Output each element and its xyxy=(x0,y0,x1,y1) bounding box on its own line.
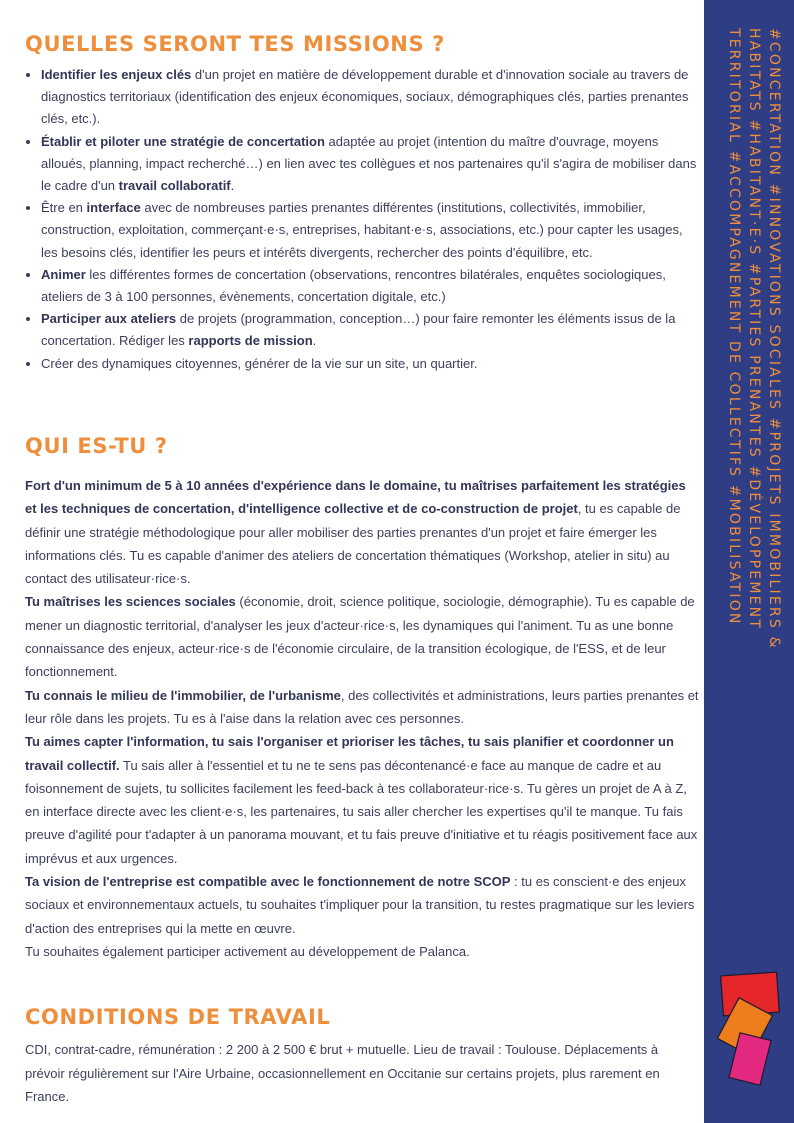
mission-text: de projets (programmation, conception…) pour faire remonter les éléments issus de la concertation. Rédiger les xyxy=(41,311,676,349)
list-item xyxy=(41,264,697,308)
profile-paragraph xyxy=(25,870,699,940)
mission-keyword: Identifier les enjeux clés xyxy=(41,67,192,82)
profile-text: , des collectivités et administrations, leurs parties prenantes et leur rôle dans les projets. Tu es à l'aise dans la relation avec ces personnes. xyxy=(25,687,699,726)
profile-paragraph: Tu souhaites également participer activement au développement de Palanca. xyxy=(25,943,470,959)
mission-text: Être en xyxy=(41,200,87,216)
mission-keyword: Participer aux ateliers xyxy=(41,311,177,327)
missions-heading: QUELLES SERONT TES MISSIONS ? xyxy=(25,32,445,56)
list-item xyxy=(41,131,697,198)
mission-text: les différentes formes de concertation (observations, rencontres bilatérales, enquêtes sociologiques, ateliers de 3 à 100 personnes, évènements, concertation digitale, etc.) xyxy=(41,266,666,305)
mission-text: d'un projet en matière de développement durable et d'innovation sociale au travers de diagnostics territoriaux (identification des enjeux économiques, sociaux, démographiques clés, parties prenantes clés, etc.). xyxy=(41,67,689,127)
list-item xyxy=(41,64,697,131)
list-item xyxy=(41,197,697,264)
mission-text: . xyxy=(230,178,235,194)
profile-paragraph xyxy=(25,730,699,870)
palanca-logo-icon xyxy=(714,968,792,1094)
mission-text: Créer des dynamiques citoyennes, générer de la vie sur un site, un quartier. xyxy=(41,355,478,371)
profile-body xyxy=(25,474,699,963)
mission-text: . xyxy=(312,333,317,349)
profile-emphasis: Tu aimes capter l'information, tu sais l'organiser et prioriser les tâches, tu sais planifier et coordonner un travail collectif. xyxy=(25,734,674,773)
profile-heading: QUI ES-TU ? xyxy=(25,434,168,458)
profile-text: , tu es capable de définir une stratégie méthodologique pour aller mobiliser des parties prenantes d'un projet et faire émerger les informations clés. Tu es capable d'animer des ateliers de concertation thématiques (Workshop, atelier in situ) au contact des utilisateur·rice·s. xyxy=(25,501,681,587)
missions-list xyxy=(25,64,697,375)
profile-paragraph xyxy=(25,474,699,590)
mission-keyword: Établir et piloter une stratégie de concertation xyxy=(41,133,325,149)
mission-text: avec de nombreuses parties prenantes différentes (institutions, collectivités, immobilier, construction, exploitation, commerçant·e·s, entreprises, habitant·e·s, associations, etc.) pour capter les usages, les besoins clés, identifier les peurs et intérêts divergents, rechercher des points d'équilibre, etc. xyxy=(41,200,683,260)
mission-keyword: interface xyxy=(86,200,141,216)
hashtags-text: #CONCERTATION #INNOVATIONS SOCIALES #PROJETS IMMOBILIERS & HABITATS #HABITANT·E·S #PARTIES PRENANTES #DÉVELOPPEMENT TERRITORIAL #ACCOMPAGNEMENT DE COLLECTIFS #MOBILISATION xyxy=(726,28,782,650)
list-item xyxy=(41,308,697,352)
profile-text: Tu sais aller à l'essentiel et tu ne te sens pas décontenancé·e face au manque de cadre et au foisonnement de sujets, tu sollicites facilement les feed-back à tes collaborateur·rice·s. Tu gères un projet de A à Z, en interface directe avec les client·e·s, les partenaires, tu sais aller chercher les expertises qu'il te manque. Tu fais preuve d'agilité pour t'adapter à un panorama mouvant, et tu fais preuve d'initiative et tu réagis positivement face aux imprévus et aux urgences. xyxy=(25,757,698,866)
profile-text: (économie, droit, science politique, sociologie, démographie). Tu es capable de mener un diagnostic territorial, d'analyser les jeux d'acteur·rice·s, les dynamiques qui l'animent. Tu as une bonne connaissance des enjeux, acteur·rice·s de l'économie circulaire, de la transition écologique, de l'ESS, et de leur fonctionnement. xyxy=(25,594,695,680)
conditions-text: CDI, contrat-cadre, rémunération : 2 200 à 2 500 € brut + mutuelle. Lieu de travail : Toulouse. Déplacements à prévoir régulièrement sur l'Aire Urbaine, occasionnellement en Occitanie sur certains projets, plus rarement en France. xyxy=(25,1042,660,1104)
sidebar xyxy=(704,0,794,1123)
conditions-heading: CONDITIONS DE TRAVAIL xyxy=(25,1005,331,1029)
profile-emphasis: Tu connais le milieu de l'immobilier, de l'urbanisme xyxy=(25,687,341,703)
list-item xyxy=(41,353,697,375)
profile-paragraph xyxy=(25,684,699,731)
profile-emphasis: Tu maîtrises les sciences sociales xyxy=(25,594,236,610)
mission-text: adaptée au projet (intention du maître d'ouvrage, moyens alloués, planning, impact recherché…) en lien avec tes collègues et nos partenaires qu'il s'agira de mobiliser dans le cadre d'un xyxy=(41,133,697,194)
profile-text: : tu es conscient·e des enjeux sociaux et environnementaux actuels, tu souhaites t'impliquer pour la transition, tu restes pragmatique sur les leviers d'action des entreprises qui la mette en œuvre. xyxy=(25,874,695,936)
mission-keyword: Animer xyxy=(41,266,86,282)
mission-keyword: rapports de mission xyxy=(188,333,313,349)
profile-emphasis: Ta vision de l'entreprise est compatible avec le fonctionnement de notre SCOP xyxy=(25,874,511,890)
mission-keyword: travail collaboratif xyxy=(118,178,231,194)
profile-emphasis: Fort d'un minimum de 5 à 10 années d'expérience dans le domaine, tu maîtrises parfaitement les stratégies et les techniques de concertation, d'intelligence collective et de co-construction de projet xyxy=(25,478,686,517)
profile-paragraph xyxy=(25,590,699,683)
